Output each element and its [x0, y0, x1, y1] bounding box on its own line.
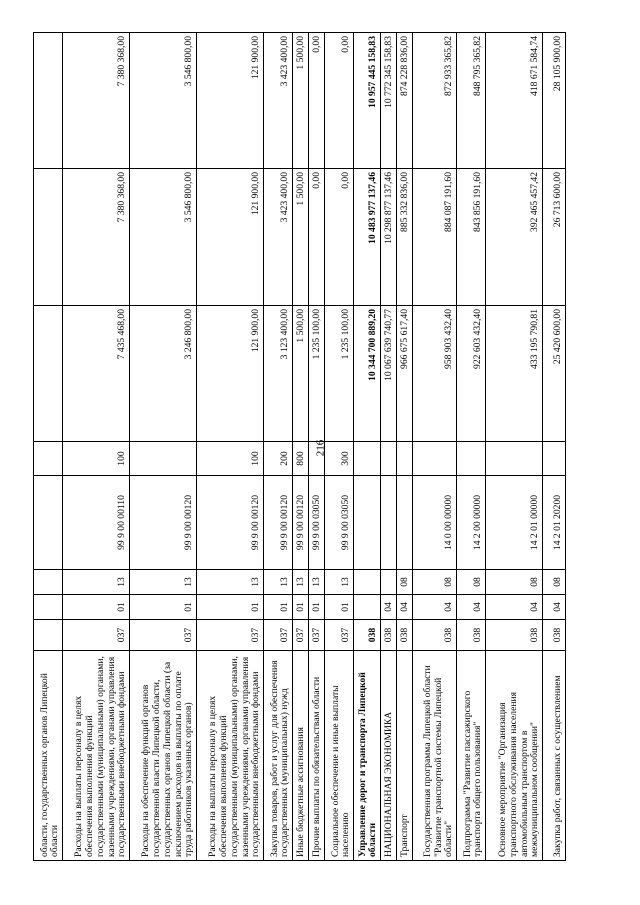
cell-pr: [354, 570, 381, 595]
table-row: [130, 33, 197, 861]
cell-v2: 885 332 836,00: [397, 169, 413, 306]
cell-cs: 99 9 00 00120: [264, 476, 293, 570]
cell-name: Прочие выплаты по обязательствам области: [309, 651, 325, 861]
cell-v1: 1 235 100,00: [309, 306, 325, 442]
cell-v1: [34, 306, 63, 442]
cell-v1: 121 900,00: [197, 306, 264, 442]
cell-pr: 13: [264, 570, 293, 595]
table-row: [486, 33, 543, 861]
cell-name: Управление дорог и транспорта Липецкой области: [354, 651, 381, 861]
cell-v2: [34, 169, 63, 306]
cell-name: области, государственных органов Липецкой области: [34, 651, 63, 861]
cell-pr: 08: [457, 570, 486, 595]
cell-gr: 037: [309, 620, 325, 651]
cell-pr: [381, 570, 397, 595]
cell-vr: [543, 442, 566, 476]
cell-name: Расходы на обеспечение функций органов государственной власти Липецкой области, государственных органов Липецкой области (за исключением расходов на выплаты по оплате труда работников указанных органов): [130, 651, 197, 861]
cell-cs: [354, 476, 381, 570]
cell-cs: 14 0 00 00000: [413, 476, 457, 570]
cell-v3: 874 228 836,00: [397, 33, 413, 169]
cell-gr: 038: [397, 620, 413, 651]
budget-table-rotated: [33, 33, 611, 861]
cell-vr: [397, 442, 413, 476]
cell-v3: 10 957 445 158,83: [354, 33, 381, 169]
cell-pr: 13: [197, 570, 264, 595]
cell-name: Основное мероприятие "Организация транспортного обслуживания населения автомобильным транспортом в межмуниципальном сообщении": [486, 651, 543, 861]
cell-pr: 08: [486, 570, 543, 595]
cell-v3: 848 795 365,82: [457, 33, 486, 169]
cell-pr: 13: [309, 570, 325, 595]
cell-v3: 1 500,00: [293, 33, 309, 169]
table-row: [34, 33, 63, 861]
cell-gr: 038: [543, 620, 566, 651]
cell-v3: 28 105 900,00: [543, 33, 566, 169]
cell-vr: 100: [197, 442, 264, 476]
cell-v1: 958 903 432,40: [413, 306, 457, 442]
cell-name: Государственная программа Липецкой области "Развитие транспортной системы Липецкой области": [413, 651, 457, 861]
cell-rz: 04: [413, 595, 457, 620]
cell-gr: 037: [264, 620, 293, 651]
cell-name: Расходы на выплаты персоналу в целях обеспечения выполнения функций государственными (муниципальными) органами, казенными учреждениями, органами управления государственными внебюджетными фондами: [63, 651, 130, 861]
cell-cs: 99 9 00 00120: [130, 476, 197, 570]
table-body: [34, 33, 566, 861]
cell-name: Транспорт: [397, 651, 413, 861]
cell-v2: 0,00: [309, 169, 325, 306]
cell-gr: 037: [197, 620, 264, 651]
cell-v1: 1 235 100,00: [325, 306, 354, 442]
cell-v2: 121 900,00: [197, 169, 264, 306]
cell-v2: 884 087 191,60: [413, 169, 457, 306]
cell-vr: [354, 442, 381, 476]
cell-v2: 1 500,00: [293, 169, 309, 306]
cell-v1: 7 435 468,00: [63, 306, 130, 442]
cell-v1: 433 195 790,81: [486, 306, 543, 442]
cell-rz: 01: [264, 595, 293, 620]
cell-v3: 7 380 368,00: [63, 33, 130, 169]
cell-v3: 418 671 584,74: [486, 33, 543, 169]
cell-v2: 7 380 368,00: [63, 169, 130, 306]
cell-v3: 0,00: [309, 33, 325, 169]
cell-name: НАЦИОНАЛЬНАЯ ЭКОНОМИКА: [381, 651, 397, 861]
cell-cs: [397, 476, 413, 570]
cell-cs: 99 9 00 00120: [197, 476, 264, 570]
cell-v3: 3 546 800,00: [130, 33, 197, 169]
budget-table: [33, 32, 566, 861]
table-row: [197, 33, 264, 861]
cell-cs: 99 9 00 00120: [293, 476, 309, 570]
cell-cs: 99 9 00 03050: [325, 476, 354, 570]
cell-rz: 04: [397, 595, 413, 620]
cell-gr: 038: [486, 620, 543, 651]
cell-v2: 3 423 400,00: [264, 169, 293, 306]
cell-gr: 037: [325, 620, 354, 651]
cell-v3: 10 772 345 158,83: [381, 33, 397, 169]
cell-v2: 392 465 457,42: [486, 169, 543, 306]
cell-name: Закупка работ, связанных с осуществлением: [543, 651, 566, 861]
cell-vr: [130, 442, 197, 476]
cell-v1: 1 500,00: [293, 306, 309, 442]
cell-vr: 200: [264, 442, 293, 476]
cell-v1: 922 603 432,40: [457, 306, 486, 442]
cell-v1: 25 420 600,00: [543, 306, 566, 442]
cell-rz: 01: [325, 595, 354, 620]
cell-v2: 3 546 800,00: [130, 169, 197, 306]
table-row: [309, 33, 325, 861]
cell-v1: 10 344 700 889,20: [354, 306, 381, 442]
cell-name: Подпрограмма "Развитие пассажирского транспорта общего пользования": [457, 651, 486, 861]
cell-cs: [34, 476, 63, 570]
cell-vr: [486, 442, 543, 476]
cell-rz: 01: [130, 595, 197, 620]
cell-v1: 3 123 400,00: [264, 306, 293, 442]
cell-vr: [457, 442, 486, 476]
cell-name: Расходы на выплаты персоналу в целях обеспечения выполнения функций государственными (муниципальными) органами, казенными учреждениями, органами управления государственными внебюджетными фондами: [197, 651, 264, 861]
cell-pr: 13: [293, 570, 309, 595]
cell-v1: 3 246 800,00: [130, 306, 197, 442]
cell-name: Закупка товаров, работ и услуг для обеспечения государственных (муниципальных) нужд: [264, 651, 293, 861]
cell-v3: [34, 33, 63, 169]
cell-vr: [34, 442, 63, 476]
cell-gr: 037: [293, 620, 309, 651]
cell-v2: 843 856 191,60: [457, 169, 486, 306]
cell-gr: [34, 620, 63, 651]
cell-pr: 13: [130, 570, 197, 595]
table-row: [543, 33, 566, 861]
cell-gr: 038: [354, 620, 381, 651]
cell-vr: 100: [63, 442, 130, 476]
table-row: [293, 33, 309, 861]
table-row: [381, 33, 397, 861]
table-row: [457, 33, 486, 861]
cell-pr: 13: [325, 570, 354, 595]
page-number: 216: [314, 439, 327, 457]
cell-rz: 04: [457, 595, 486, 620]
table-row: [413, 33, 457, 861]
cell-gr: 038: [381, 620, 397, 651]
cell-rz: 01: [63, 595, 130, 620]
cell-rz: 04: [381, 595, 397, 620]
cell-pr: 13: [63, 570, 130, 595]
table-row: [397, 33, 413, 861]
cell-v3: 121 900,00: [197, 33, 264, 169]
cell-rz: 01: [309, 595, 325, 620]
table-row: [325, 33, 354, 861]
cell-vr: 300: [325, 442, 354, 476]
cell-vr: [413, 442, 457, 476]
cell-pr: 08: [397, 570, 413, 595]
cell-cs: 14 2 01 00000: [486, 476, 543, 570]
cell-v2: 10 483 977 137,46: [354, 169, 381, 306]
cell-v1: 10 067 639 740,77: [381, 306, 397, 442]
cell-pr: 08: [413, 570, 457, 595]
cell-v3: 872 933 365,82: [413, 33, 457, 169]
cell-v3: 3 423 400,00: [264, 33, 293, 169]
cell-gr: 037: [130, 620, 197, 651]
cell-rz: [354, 595, 381, 620]
cell-vr: [381, 442, 397, 476]
cell-v1: 966 675 617,40: [397, 306, 413, 442]
table-row: [63, 33, 130, 861]
cell-gr: 037: [63, 620, 130, 651]
cell-cs: 14 2 00 00000: [457, 476, 486, 570]
cell-rz: [34, 595, 63, 620]
cell-name: Иные бюджетные ассигнования: [293, 651, 309, 861]
cell-v3: 0,00: [325, 33, 354, 169]
table-row: [264, 33, 293, 861]
cell-name: Социальное обеспечение и иные выплаты населению: [325, 651, 354, 861]
cell-rz: 04: [543, 595, 566, 620]
cell-gr: 038: [413, 620, 457, 651]
cell-cs: 14 2 01 20200: [543, 476, 566, 570]
cell-cs: 99 9 00 03050: [309, 476, 325, 570]
cell-rz: 01: [197, 595, 264, 620]
cell-pr: 08: [543, 570, 566, 595]
cell-v2: 0,00: [325, 169, 354, 306]
cell-rz: 01: [293, 595, 309, 620]
cell-v2: 10 298 877 137,46: [381, 169, 397, 306]
cell-v2: 26 713 600,00: [543, 169, 566, 306]
cell-cs: [381, 476, 397, 570]
cell-vr: 800: [293, 442, 309, 476]
cell-gr: 038: [457, 620, 486, 651]
table-row: [354, 33, 381, 861]
cell-pr: [34, 570, 63, 595]
cell-cs: 99 9 00 00110: [63, 476, 130, 570]
cell-vr: [309, 439, 327, 476]
cell-rz: 04: [486, 595, 543, 620]
